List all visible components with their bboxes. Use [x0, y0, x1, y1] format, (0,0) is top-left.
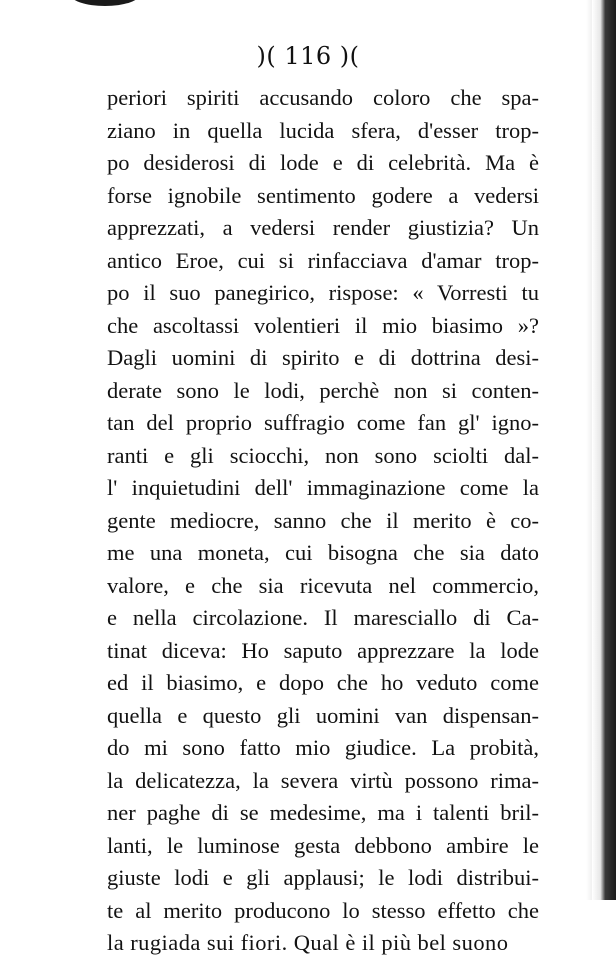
- text-line: antico Eroe, cui si rinfacciava d'amar trop-: [107, 247, 539, 273]
- text-line: ed il biasimo, e dopo che ho veduto come: [107, 670, 539, 695]
- text-line: giuste lodi e gli applausi; le lodi distribui-: [107, 865, 539, 890]
- text-line: ner paghe di se medesime, ma i talenti bril-: [107, 800, 539, 825]
- text-line: tinat diceva: Ho saputo apprezzare la lode: [107, 637, 539, 663]
- text-line: periori spiriti accusando coloro che spa-: [107, 85, 539, 110]
- page-edge-shadow: [592, 0, 616, 900]
- text-line: la delicatezza, la severa virtù possono rima-: [107, 767, 539, 793]
- text-line: gente mediocre, sanno che il merito è co-: [107, 507, 539, 533]
- text-line: quella e questo gli uomini van dispensan-: [107, 702, 539, 728]
- body-text: [107, 82, 539, 960]
- page-number: )( 116 )(: [256, 42, 360, 70]
- text-line: ziano in quella lucida sfera, d'esser trop-: [107, 117, 539, 143]
- text-line: lanti, le luminose gesta debbono ambire le: [107, 832, 539, 858]
- text-line: tan del proprio suffragio come fan gl' igno-: [107, 410, 539, 435]
- text-line: po il suo panegirico, rispose: « Vorresti tu: [107, 280, 539, 305]
- text-line: apprezzati, a vedersi render giustizia? Un: [107, 215, 539, 240]
- text-line: che ascoltassi volentieri il mio biasimo »?: [107, 312, 539, 338]
- text-line: me una moneta, cui bisogna che sia dato: [107, 540, 539, 565]
- text-line: l' inquietudini dell' immaginazione come la: [107, 475, 539, 500]
- text-line: e nella circolazione. Il maresciallo di Ca-: [107, 605, 539, 630]
- text-line: la rugiada sui fiori. Qual è il più bel suono: [107, 930, 509, 955]
- text-line: po desiderosi di lode e di celebrità. Ma è: [107, 150, 539, 175]
- text-line: ranti e gli sciocchi, non sono sciolti dal-: [107, 442, 539, 468]
- text-line: derate sono le lodi, perchè non si conten-: [107, 377, 539, 403]
- text-line: Dagli uomini di spirito e di dottrina desi-: [107, 345, 539, 370]
- text-line: do mi sono fatto mio giudice. La probità,: [107, 735, 539, 760]
- text-line: valore, e che sia ricevuta nel commercio,: [107, 572, 539, 598]
- text-line: forse ignobile sentimento godere a vedersi: [107, 182, 539, 208]
- text-line: te al merito producono lo stesso effetto che: [107, 897, 539, 923]
- ink-blot: [70, 0, 140, 6]
